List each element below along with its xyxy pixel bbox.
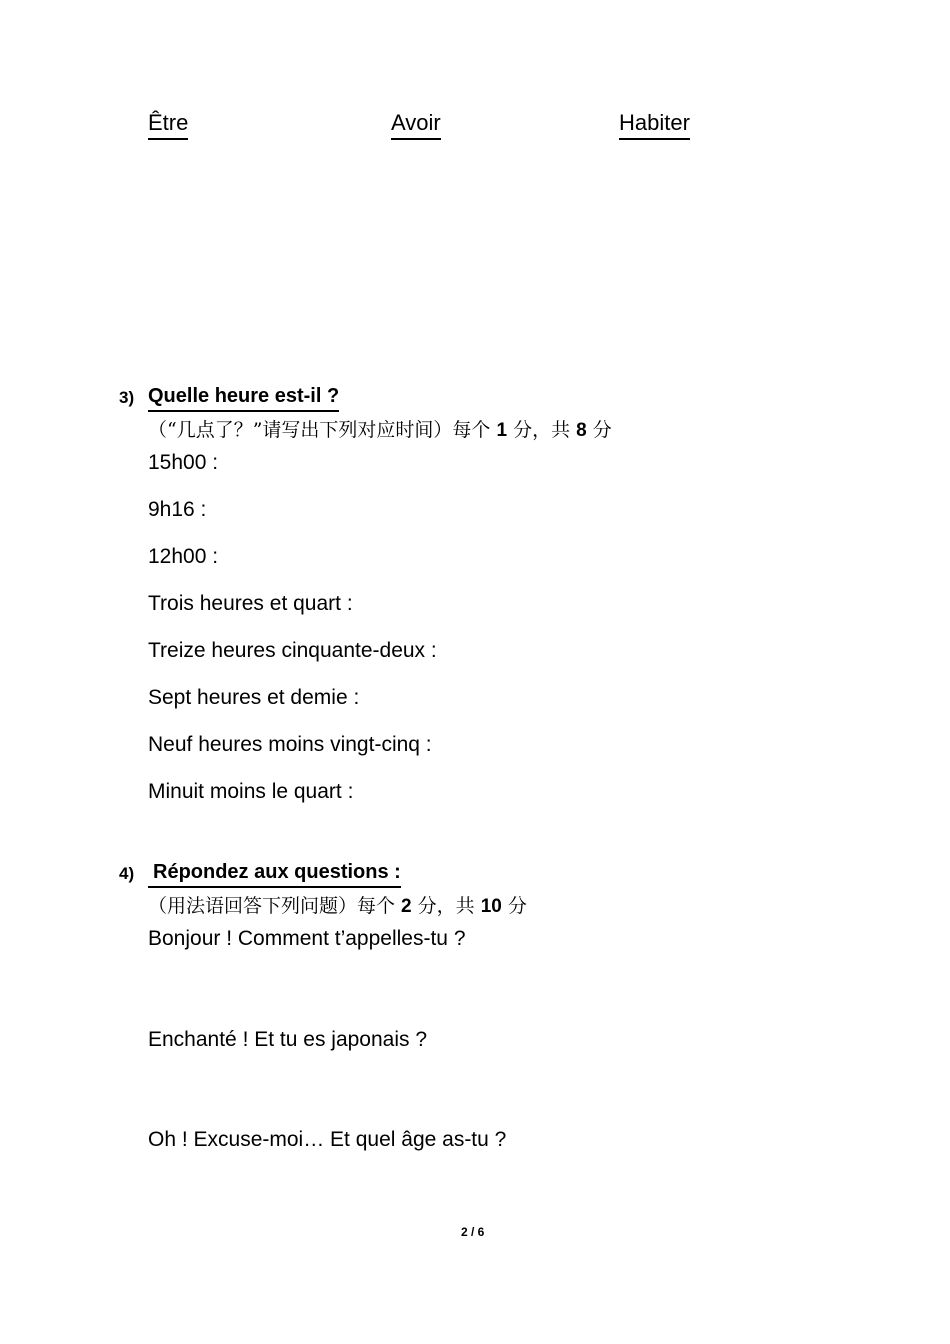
time-item: Treize heures cinquante-deux : bbox=[148, 639, 437, 662]
question-item: Oh ! Excuse-moi… Et quel âge as-tu ? bbox=[148, 1128, 507, 1151]
section-3-instruction: （“几点了？”请写出下列对应时间）每个 1 分，共 8 分 bbox=[148, 419, 612, 441]
question-item: Enchanté ! Et tu es japonais ? bbox=[148, 1028, 428, 1051]
section-3-title: Quelle heure est-il ? bbox=[148, 384, 339, 412]
time-item: Minuit moins le quart : bbox=[148, 780, 354, 803]
section-3-number: 3) bbox=[119, 388, 135, 407]
time-item: Trois heures et quart : bbox=[148, 592, 353, 615]
time-item: Neuf heures moins vingt-cinq : bbox=[148, 733, 432, 756]
verb-etre: Être bbox=[148, 110, 188, 140]
section-4-title: Répondez aux questions : bbox=[148, 860, 401, 888]
question-item: Bonjour ! Comment t’appelles-tu ? bbox=[148, 927, 466, 950]
time-item: 15h00 : bbox=[148, 451, 219, 474]
section-4-number: 4) bbox=[119, 864, 135, 883]
time-item: 9h16 : bbox=[148, 498, 207, 521]
time-item: 12h00 : bbox=[148, 545, 219, 568]
page-number: 2 / 6 bbox=[461, 1225, 485, 1239]
section-4-instruction: （用法语回答下列问题）每个 2 分，共 10 分 bbox=[148, 895, 527, 917]
verb-habiter: Habiter bbox=[619, 110, 690, 140]
time-item: Sept heures et demie : bbox=[148, 686, 360, 709]
verb-avoir: Avoir bbox=[391, 110, 441, 140]
